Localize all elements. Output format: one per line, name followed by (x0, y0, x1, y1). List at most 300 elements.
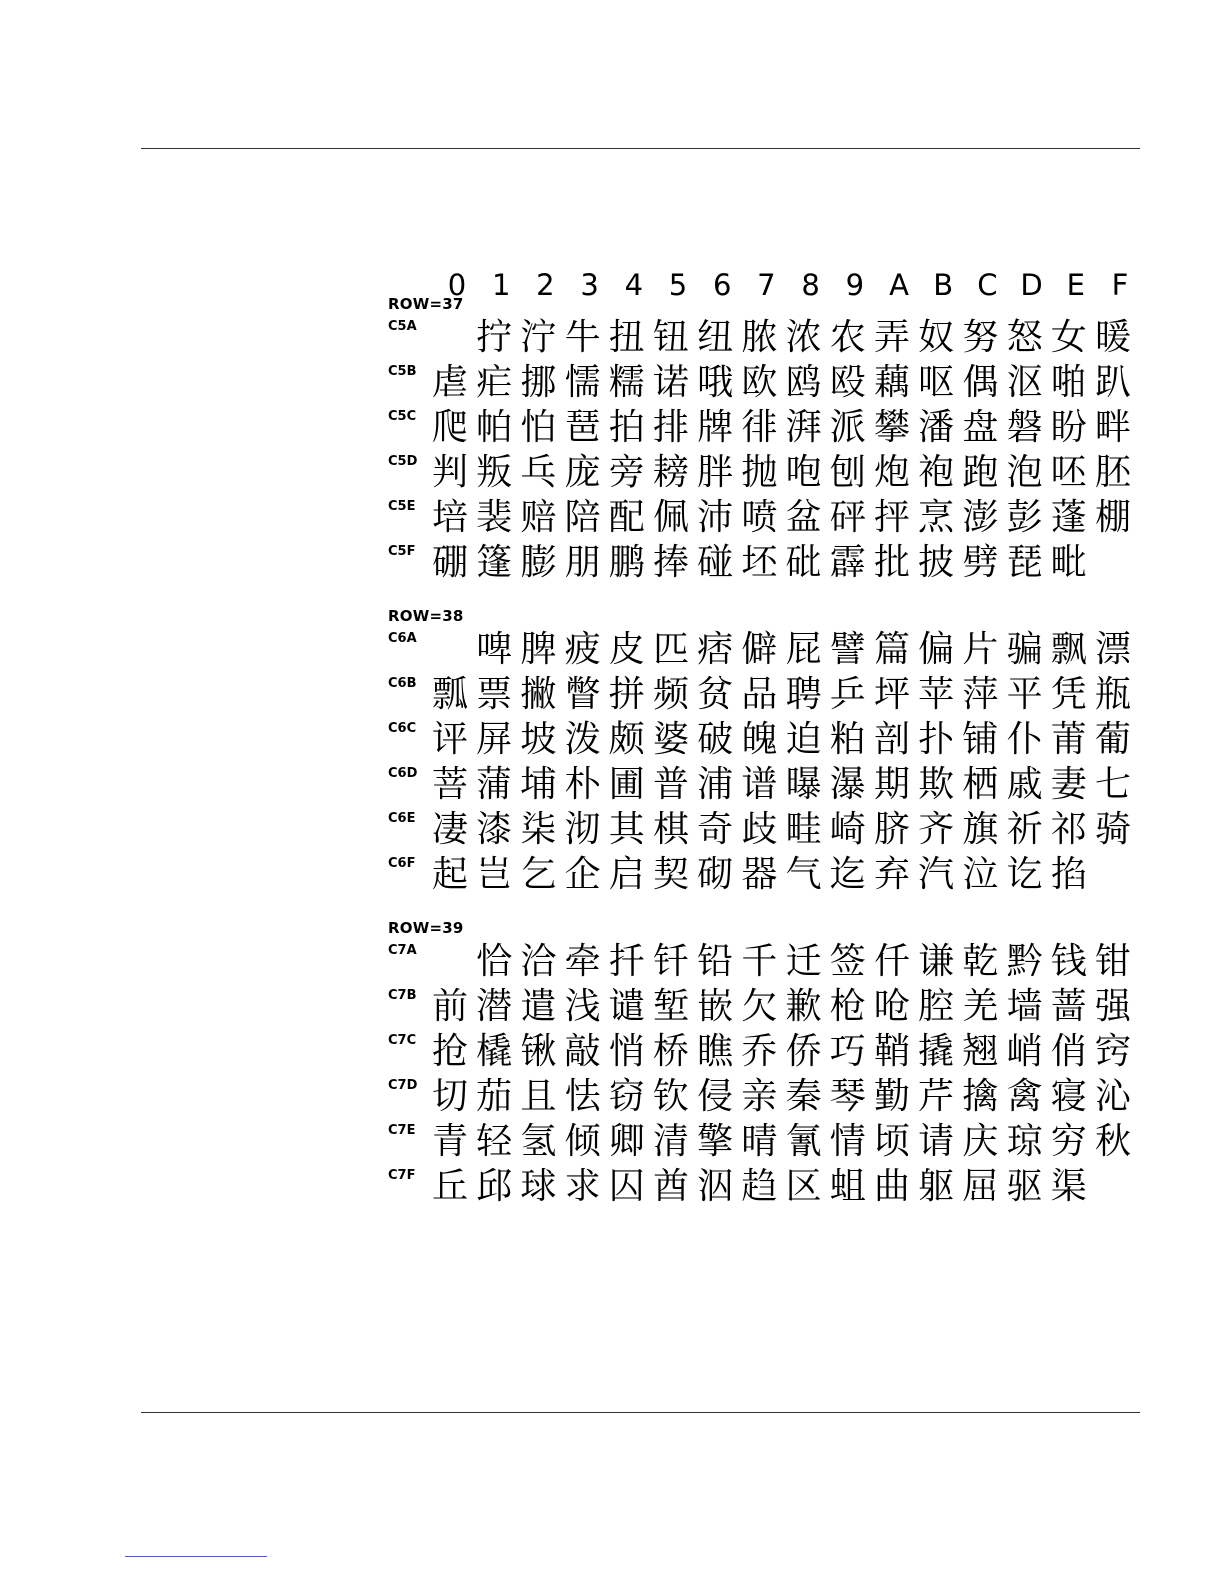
glyph-cell: 铺 (962, 719, 999, 760)
glyph-cell: 浓 (785, 317, 822, 358)
glyph-cell: 庆 (962, 1121, 999, 1162)
glyph-cell: 晴 (741, 1121, 778, 1162)
glyph-cell: 铅 (697, 941, 734, 982)
glyph-cell: 鸥 (785, 362, 822, 403)
glyph-cell: 泞 (520, 317, 557, 358)
row-block-row-39 (386, 920, 1146, 1210)
glyph-cell: 胚 (1094, 452, 1131, 493)
row-label: ROW=39 (388, 919, 464, 937)
glyph-cell: 企 (564, 854, 601, 895)
glyph-cell: 枪 (829, 986, 866, 1027)
glyph-cell: 刨 (829, 452, 866, 493)
glyph-cell: 篇 (873, 629, 910, 670)
glyph-cell: 勤 (873, 1076, 910, 1117)
glyph-cell: 祁 (1050, 809, 1087, 850)
column-header-C: C (977, 268, 998, 302)
glyph-cell: 清 (652, 1121, 689, 1162)
glyph-cell: 蒲 (476, 764, 513, 805)
glyph-cell: 捧 (652, 542, 689, 583)
glyph-cell: 欠 (741, 986, 778, 1027)
glyph-cell: 片 (962, 629, 999, 670)
glyph-cell: 凭 (1050, 674, 1087, 715)
glyph-cell: 奇 (697, 809, 734, 850)
glyph-cell: 朋 (564, 542, 601, 583)
glyph-cell: 抢 (431, 1031, 468, 1072)
glyph-cell: 炮 (873, 452, 910, 493)
code-row (386, 541, 1146, 586)
code-label: C7A (388, 943, 417, 958)
glyph-cell: 乓 (520, 452, 557, 493)
glyph-cell: 殴 (829, 362, 866, 403)
glyph-cell: 聘 (785, 674, 822, 715)
glyph-cell: 钳 (1094, 941, 1131, 982)
glyph-cell: 懦 (564, 362, 601, 403)
glyph-cell: 纽 (697, 317, 734, 358)
glyph-cell: 栖 (962, 764, 999, 805)
glyph-cell: 擒 (962, 1076, 999, 1117)
glyph-cell: 烹 (918, 497, 955, 538)
glyph-cell: 胖 (697, 452, 734, 493)
glyph-cell: 沤 (1006, 362, 1043, 403)
glyph-cell: 牌 (697, 407, 734, 448)
glyph-cell: 挪 (520, 362, 557, 403)
glyph-cell: 譬 (829, 629, 866, 670)
glyph-cell: 怕 (520, 407, 557, 448)
glyph-cell: 瀑 (829, 764, 866, 805)
glyph-cell: 磐 (1006, 407, 1043, 448)
glyph-cell: 彭 (1006, 497, 1043, 538)
glyph-cell: 乔 (741, 1031, 778, 1072)
code-label: C7B (388, 988, 417, 1003)
glyph-cell: 屏 (476, 719, 513, 760)
glyph-cell: 毗 (1050, 542, 1087, 583)
code-label: C7F (388, 1168, 416, 1183)
glyph-cell: 谴 (608, 986, 645, 1027)
column-header-A: A (889, 268, 909, 302)
glyph-cell: 碰 (697, 542, 734, 583)
glyph-cell: 拍 (608, 407, 645, 448)
glyph-cell: 咆 (785, 452, 822, 493)
glyph-cell: 嵌 (697, 986, 734, 1027)
code-row (386, 1165, 1146, 1210)
glyph-cell: 旗 (962, 809, 999, 850)
row-label: ROW=37 (388, 295, 464, 313)
footer-rule (141, 1412, 1140, 1413)
glyph-cell: 瞧 (697, 1031, 734, 1072)
glyph-cell: 陪 (564, 497, 601, 538)
glyph-cell: 俏 (1050, 1031, 1087, 1072)
glyph-cell: 寝 (1050, 1076, 1087, 1117)
code-row (386, 361, 1146, 406)
glyph-cell: 钎 (652, 941, 689, 982)
glyph-cell: 努 (962, 317, 999, 358)
glyph-cell: 撬 (918, 1031, 955, 1072)
code-label: C5F (388, 544, 416, 559)
code-label: C6A (388, 631, 417, 646)
glyph-cell: 钱 (1050, 941, 1087, 982)
row-block-row-37 (386, 296, 1146, 586)
glyph-cell: 拧 (476, 317, 513, 358)
column-header-0: 0 (447, 268, 467, 302)
glyph-cell: 坪 (873, 674, 910, 715)
glyph-cell: 扭 (608, 317, 645, 358)
glyph-cell: 区 (785, 1166, 822, 1207)
column-header-B: B (933, 268, 954, 302)
glyph-cell: 起 (431, 854, 468, 895)
glyph-cell: 坡 (520, 719, 557, 760)
code-label: C5E (388, 499, 416, 514)
glyph-cell: 汽 (918, 854, 955, 895)
glyph-cell: 霹 (829, 542, 866, 583)
glyph-cell: 女 (1050, 317, 1087, 358)
glyph-cell: 迫 (785, 719, 822, 760)
glyph-cell: 呸 (1050, 452, 1087, 493)
glyph-cell: 骑 (1094, 809, 1131, 850)
glyph-cell: 撇 (520, 674, 557, 715)
column-header-2: 2 (536, 268, 555, 302)
glyph-cell: 锹 (520, 1031, 557, 1072)
glyph-cell: 禽 (1006, 1076, 1043, 1117)
column-header-D: D (1020, 268, 1043, 302)
glyph-cell: 丘 (431, 1166, 468, 1207)
glyph-cell: 潜 (476, 986, 513, 1027)
glyph-cell: 掐 (1050, 854, 1087, 895)
glyph-cell: 敲 (564, 1031, 601, 1072)
glyph-cell: 埔 (520, 764, 557, 805)
glyph-cell: 齐 (918, 809, 955, 850)
glyph-cell: 启 (608, 854, 645, 895)
glyph-cell: 圃 (608, 764, 645, 805)
glyph-cell: 泼 (564, 719, 601, 760)
character-code-table (386, 262, 1146, 1210)
glyph-cell: 藕 (873, 362, 910, 403)
glyph-cell: 凄 (431, 809, 468, 850)
glyph-cell: 啪 (1050, 362, 1087, 403)
glyph-cell: 弄 (873, 317, 910, 358)
glyph-cell: 七 (1094, 764, 1131, 805)
code-label: C5B (388, 364, 417, 379)
glyph-cell: 千 (741, 941, 778, 982)
glyph-cell: 弃 (873, 854, 910, 895)
glyph-cell: 培 (431, 497, 468, 538)
code-row (386, 673, 1146, 718)
glyph-cell: 判 (431, 452, 468, 493)
glyph-cell: 沁 (1094, 1076, 1131, 1117)
code-row (386, 628, 1146, 673)
code-label: C7E (388, 1123, 416, 1138)
code-label: C6C (388, 721, 417, 736)
glyph-cell: 排 (652, 407, 689, 448)
column-header-E: E (1066, 268, 1085, 302)
row-label: ROW=38 (388, 607, 464, 625)
glyph-cell: 漆 (476, 809, 513, 850)
glyph-cell: 秋 (1094, 1121, 1131, 1162)
code-row (386, 1075, 1146, 1120)
glyph-cell: 抨 (873, 497, 910, 538)
glyph-cell: 乞 (520, 854, 557, 895)
code-row (386, 718, 1146, 763)
glyph-cell: 琴 (829, 1076, 866, 1117)
glyph-cell: 其 (608, 809, 645, 850)
glyph-cell: 柒 (520, 809, 557, 850)
glyph-cell: 岂 (476, 854, 513, 895)
glyph-cell: 妻 (1050, 764, 1087, 805)
glyph-cell: 羌 (962, 986, 999, 1027)
glyph-cell: 匹 (652, 629, 689, 670)
glyph-cell: 庞 (564, 452, 601, 493)
glyph-cell: 抛 (741, 452, 778, 493)
glyph-cell: 琶 (564, 407, 601, 448)
glyph-cell: 派 (829, 407, 866, 448)
glyph-cell: 侨 (785, 1031, 822, 1072)
glyph-cell: 扑 (918, 719, 955, 760)
glyph-cell: 婆 (652, 719, 689, 760)
code-row (386, 1120, 1146, 1165)
glyph-cell: 萍 (962, 674, 999, 715)
glyph-cell: 篷 (476, 542, 513, 583)
glyph-cell: 跑 (962, 452, 999, 493)
glyph-cell: 轻 (476, 1121, 513, 1162)
glyph-cell: 砰 (829, 497, 866, 538)
glyph-cell: 偶 (962, 362, 999, 403)
code-row (386, 763, 1146, 808)
glyph-cell: 平 (1006, 674, 1043, 715)
glyph-cell: 倾 (564, 1121, 601, 1162)
glyph-cell: 歉 (785, 986, 822, 1027)
code-label: C6D (388, 766, 418, 781)
glyph-cell: 渠 (1050, 1166, 1087, 1207)
glyph-cell: 痞 (697, 629, 734, 670)
glyph-cell: 瓶 (1094, 674, 1131, 715)
glyph-cell: 哦 (697, 362, 734, 403)
glyph-cell: 邱 (476, 1166, 513, 1207)
row-block-row-38 (386, 608, 1146, 898)
glyph-cell: 茄 (476, 1076, 513, 1117)
glyph-cell: 钦 (652, 1076, 689, 1117)
glyph-cell: 裴 (476, 497, 513, 538)
glyph-cell: 澎 (962, 497, 999, 538)
glyph-cell: 拼 (608, 674, 645, 715)
code-label: C6E (388, 811, 416, 826)
code-row (386, 406, 1146, 451)
glyph-cell: 脾 (520, 629, 557, 670)
column-header-7: 7 (757, 268, 776, 302)
glyph-cell: 前 (431, 986, 468, 1027)
glyph-cell: 瓢 (431, 674, 468, 715)
glyph-cell: 趴 (1094, 362, 1131, 403)
glyph-cell: 叛 (476, 452, 513, 493)
glyph-cell: 卿 (608, 1121, 645, 1162)
glyph-cell: 飘 (1050, 629, 1087, 670)
glyph-cell: 擎 (697, 1121, 734, 1162)
glyph-cell: 戚 (1006, 764, 1043, 805)
glyph-cell: 蔷 (1050, 986, 1087, 1027)
code-row (386, 808, 1146, 853)
glyph-cell: 峭 (1006, 1031, 1043, 1072)
glyph-cell: 漂 (1094, 629, 1131, 670)
glyph-cell: 氢 (520, 1121, 557, 1162)
code-row (386, 316, 1146, 361)
glyph-cell: 腔 (918, 986, 955, 1027)
glyph-cell: 魄 (741, 719, 778, 760)
glyph-cell: 侵 (697, 1076, 734, 1117)
glyph-cell: 黔 (1006, 941, 1043, 982)
glyph-cell: 暖 (1094, 317, 1131, 358)
glyph-cell: 蓬 (1050, 497, 1087, 538)
glyph-cell: 普 (652, 764, 689, 805)
glyph-cell: 曝 (785, 764, 822, 805)
glyph-cell: 葡 (1094, 719, 1131, 760)
glyph-cell: 乒 (829, 674, 866, 715)
glyph-cell: 堑 (652, 986, 689, 1027)
glyph-cell: 诺 (652, 362, 689, 403)
glyph-cell: 配 (608, 497, 645, 538)
column-header-6: 6 (712, 268, 732, 302)
code-label: C7C (388, 1033, 417, 1048)
glyph-cell: 屈 (962, 1166, 999, 1207)
glyph-cell: 窍 (1094, 1031, 1131, 1072)
glyph-cell: 砒 (785, 542, 822, 583)
code-row (386, 496, 1146, 541)
footer-link-underline[interactable] (125, 1556, 267, 1557)
glyph-cell: 批 (873, 542, 910, 583)
glyph-cell: 贫 (697, 674, 734, 715)
glyph-cell: 帕 (476, 407, 513, 448)
glyph-cell: 攀 (873, 407, 910, 448)
glyph-cell: 芹 (918, 1076, 955, 1117)
glyph-cell: 怯 (564, 1076, 601, 1117)
glyph-cell: 鞘 (873, 1031, 910, 1072)
glyph-cell: 畔 (1094, 407, 1131, 448)
glyph-cell: 农 (829, 317, 866, 358)
glyph-cell: 劈 (962, 542, 999, 583)
glyph-cell: 窃 (608, 1076, 645, 1117)
glyph-cell: 剖 (873, 719, 910, 760)
glyph-cell: 崎 (829, 809, 866, 850)
glyph-cell: 颇 (608, 719, 645, 760)
glyph-cell: 桥 (652, 1031, 689, 1072)
glyph-cell: 票 (476, 674, 513, 715)
code-row (386, 451, 1146, 496)
glyph-cell: 契 (652, 854, 689, 895)
glyph-cell: 签 (829, 941, 866, 982)
glyph-cell: 莆 (1050, 719, 1087, 760)
glyph-cell: 棋 (652, 809, 689, 850)
glyph-cell: 袍 (918, 452, 955, 493)
glyph-cell: 硼 (431, 542, 468, 583)
glyph-cell: 牵 (564, 941, 601, 982)
code-label: C7D (388, 1078, 418, 1093)
glyph-cell: 蛆 (829, 1166, 866, 1207)
glyph-cell: 畦 (785, 809, 822, 850)
glyph-cell: 呛 (873, 986, 910, 1027)
glyph-cell: 洽 (520, 941, 557, 982)
code-label: C6F (388, 856, 416, 871)
glyph-cell: 请 (918, 1121, 955, 1162)
glyph-cell: 潘 (918, 407, 955, 448)
glyph-cell: 躯 (918, 1166, 955, 1207)
glyph-cell: 牛 (564, 317, 601, 358)
glyph-cell: 棚 (1094, 497, 1131, 538)
glyph-cell: 粕 (829, 719, 866, 760)
glyph-cell: 佩 (652, 497, 689, 538)
glyph-cell: 赔 (520, 497, 557, 538)
code-row (386, 985, 1146, 1030)
glyph-cell: 扦 (608, 941, 645, 982)
code-row (386, 940, 1146, 985)
code-row (386, 1030, 1146, 1075)
glyph-cell: 球 (520, 1166, 557, 1207)
glyph-cell: 盘 (962, 407, 999, 448)
glyph-cell: 僻 (741, 629, 778, 670)
glyph-cell: 迄 (829, 854, 866, 895)
glyph-cell: 疲 (564, 629, 601, 670)
glyph-cell: 曲 (873, 1166, 910, 1207)
column-header-9: 9 (845, 268, 865, 302)
glyph-cell: 悄 (608, 1031, 645, 1072)
glyph-cell: 谱 (741, 764, 778, 805)
glyph-cell: 求 (564, 1166, 601, 1207)
glyph-cell: 墙 (1006, 986, 1043, 1027)
glyph-cell: 沛 (697, 497, 734, 538)
glyph-cell: 膨 (520, 542, 557, 583)
glyph-cell: 情 (829, 1121, 866, 1162)
glyph-cell: 琼 (1006, 1121, 1043, 1162)
code-label: C5D (388, 454, 418, 469)
glyph-cell: 喷 (741, 497, 778, 538)
glyph-cell: 破 (697, 719, 734, 760)
column-header-1: 1 (491, 268, 511, 302)
glyph-cell: 讫 (1006, 854, 1043, 895)
glyph-cell: 浦 (697, 764, 734, 805)
header-rule (141, 148, 1140, 149)
column-header-F: F (1111, 268, 1129, 302)
glyph-cell: 橇 (476, 1031, 513, 1072)
glyph-cell: 皮 (608, 629, 645, 670)
glyph-cell: 沏 (564, 809, 601, 850)
glyph-cell: 且 (520, 1076, 557, 1117)
code-row (386, 853, 1146, 898)
glyph-cell: 怒 (1006, 317, 1043, 358)
glyph-cell: 欧 (741, 362, 778, 403)
glyph-cell: 气 (785, 854, 822, 895)
glyph-cell: 盼 (1050, 407, 1087, 448)
glyph-cell: 青 (431, 1121, 468, 1162)
column-header-8: 8 (801, 268, 820, 302)
glyph-cell: 强 (1094, 986, 1131, 1027)
glyph-cell: 脓 (741, 317, 778, 358)
glyph-cell: 虐 (431, 362, 468, 403)
glyph-cell: 钮 (652, 317, 689, 358)
glyph-cell: 器 (741, 854, 778, 895)
glyph-cell: 秦 (785, 1076, 822, 1117)
glyph-cell: 琵 (1006, 542, 1043, 583)
code-label: C5C (388, 409, 417, 424)
glyph-cell: 湃 (785, 407, 822, 448)
glyph-cell: 骗 (1006, 629, 1043, 670)
glyph-cell: 浅 (564, 986, 601, 1027)
glyph-cell: 菩 (431, 764, 468, 805)
glyph-cell: 披 (918, 542, 955, 583)
glyph-cell: 品 (741, 674, 778, 715)
glyph-cell: 巧 (829, 1031, 866, 1072)
glyph-cell: 旁 (608, 452, 645, 493)
glyph-cell: 遣 (520, 986, 557, 1027)
glyph-cell: 坯 (741, 542, 778, 583)
glyph-cell: 迁 (785, 941, 822, 982)
glyph-cell: 泅 (697, 1166, 734, 1207)
code-label: C5A (388, 319, 417, 334)
